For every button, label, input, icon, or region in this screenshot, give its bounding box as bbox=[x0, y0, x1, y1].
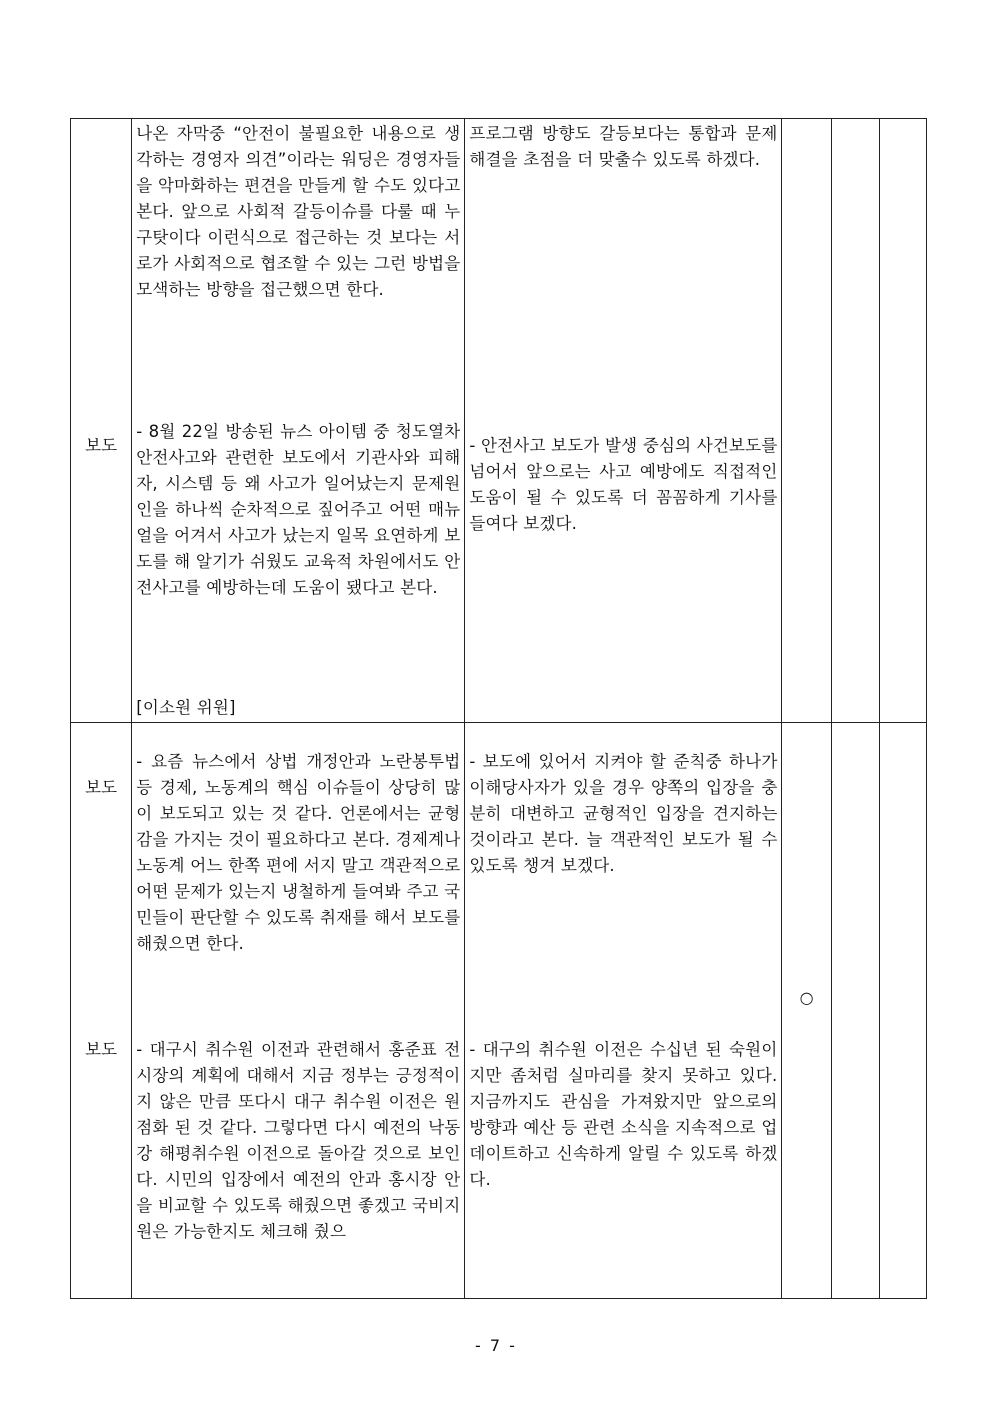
check-cell bbox=[831, 119, 879, 723]
category-cell bbox=[71, 723, 132, 1299]
review-table bbox=[70, 118, 927, 1299]
table-row bbox=[71, 723, 927, 1299]
check-cell bbox=[831, 723, 879, 1299]
action-cell bbox=[465, 119, 782, 723]
page-number: - 7 - bbox=[475, 1336, 517, 1355]
opinion-text: - 8월 22일 방송된 뉴스 아이템 중 청도열차 안전사고와 관련한 보도에서 기관사와 피해자, 시스템 등 왜 사고가 일어났는지 문제원인을 하나씩 순차적으로 짚어주고 어떤 매뉴얼을 어겨서 사고가 났는지 일목 요연하게 보도를 해 알기가 쉬웠도 교육적 차원에서도 안전사고를 예방하는데 도움이 됐다고 본다. bbox=[136, 422, 461, 597]
opinion-text: - 요즘 뉴스에서 상법 개정안과 노란봉투법 등 경제, 노동계의 핵심 이슈들이 상당히 많이 보도되고 있는 것 같다. 언론에서는 균형감을 가지는 것이 필요하다고 본다. 경제계나 노동계 어느 한쪽 편에 서지 말고 객관적으로 어떤 문제가 있는지 냉철하게 들여봐 주고 국민들이 판단할 수 있도록 취재를 해서 보도를 해줬으면 한다. bbox=[136, 752, 461, 953]
action-text: - 대구의 취수원 이전은 수십년 된 숙원이지만 좀처럼 실마리를 찾지 못하고 있다. 지금까지도 관심을 가져왔지만 앞으로의 방향과 예산 등 관련 소식을 지속적으로 업데이트하고 신속하게 알릴 수 있도록 하겠다. bbox=[469, 1040, 778, 1189]
category-label: 보도 bbox=[85, 1040, 118, 1059]
opinion-cell bbox=[132, 723, 465, 1299]
category-cell bbox=[71, 119, 132, 723]
circle-mark: ○ bbox=[799, 988, 814, 1007]
check-cell bbox=[879, 723, 926, 1299]
action-text: - 안전사고 보도가 발생 중심의 사건보도를 넘어서 앞으로는 사고 예방에도 직접적인 도움이 될 수 있도록 더 꼼꼼하게 기사를 들여다 보겠다. bbox=[469, 436, 778, 533]
opinion-cell bbox=[132, 119, 465, 723]
check-cell bbox=[782, 119, 831, 723]
action-text: - 보도에 있어서 지켜야 할 준칙중 하나가 이해당사자가 있을 경우 양쪽의 입장을 충분히 대변하고 균형적인 입장을 견지하는 것이라고 본다. 늘 객관적인 보도가 될 수 있도록 챙겨 보겠다. bbox=[469, 752, 778, 875]
table-row bbox=[71, 119, 927, 723]
check-cell bbox=[782, 723, 831, 1299]
member-name: [이소원 위원] bbox=[136, 698, 236, 717]
action-cell bbox=[465, 723, 782, 1299]
category-label: 보도 bbox=[85, 436, 118, 455]
opinion-text: 나온 자막중 “안전이 불필요한 내용으로 생각하는 경영자 의견”이라는 워딩은 경영자들을 악마화하는 편견을 만들게 할 수도 있다고 본다. 앞으로 사회적 갈등이슈를 다룰 때 누구탓이다 이런식으로 접근하는 것 보다는 서로가 사회적으로 협조할 수 있는 그런 방법을 모색하는 방향을 접근했으면 한다. bbox=[136, 124, 461, 299]
action-text: 프로그램 방향도 갈등보다는 통합과 문제 해결을 초점을 더 맞출수 있도록 하겠다. bbox=[469, 124, 778, 169]
category-label: 보도 bbox=[85, 778, 118, 797]
check-cell bbox=[879, 119, 926, 723]
opinion-text: - 대구시 취수원 이전과 관련해서 홍준표 전 시장의 계획에 대해서 지금 정부는 긍정적이지 않은 만큼 또다시 대구 취수원 이전은 원점화 된 것 같다. 그렇다면 다시 예전의 낙동강 해평취수원 이전으로 돌아갈 것으로 보인다. 시민의 입장에서 예전의 안과 홍시장 안을 비교할 수 있도록 해줬으면 좋겠고 국비지원은 가능한지도 체크해 줬으 bbox=[136, 1040, 461, 1241]
